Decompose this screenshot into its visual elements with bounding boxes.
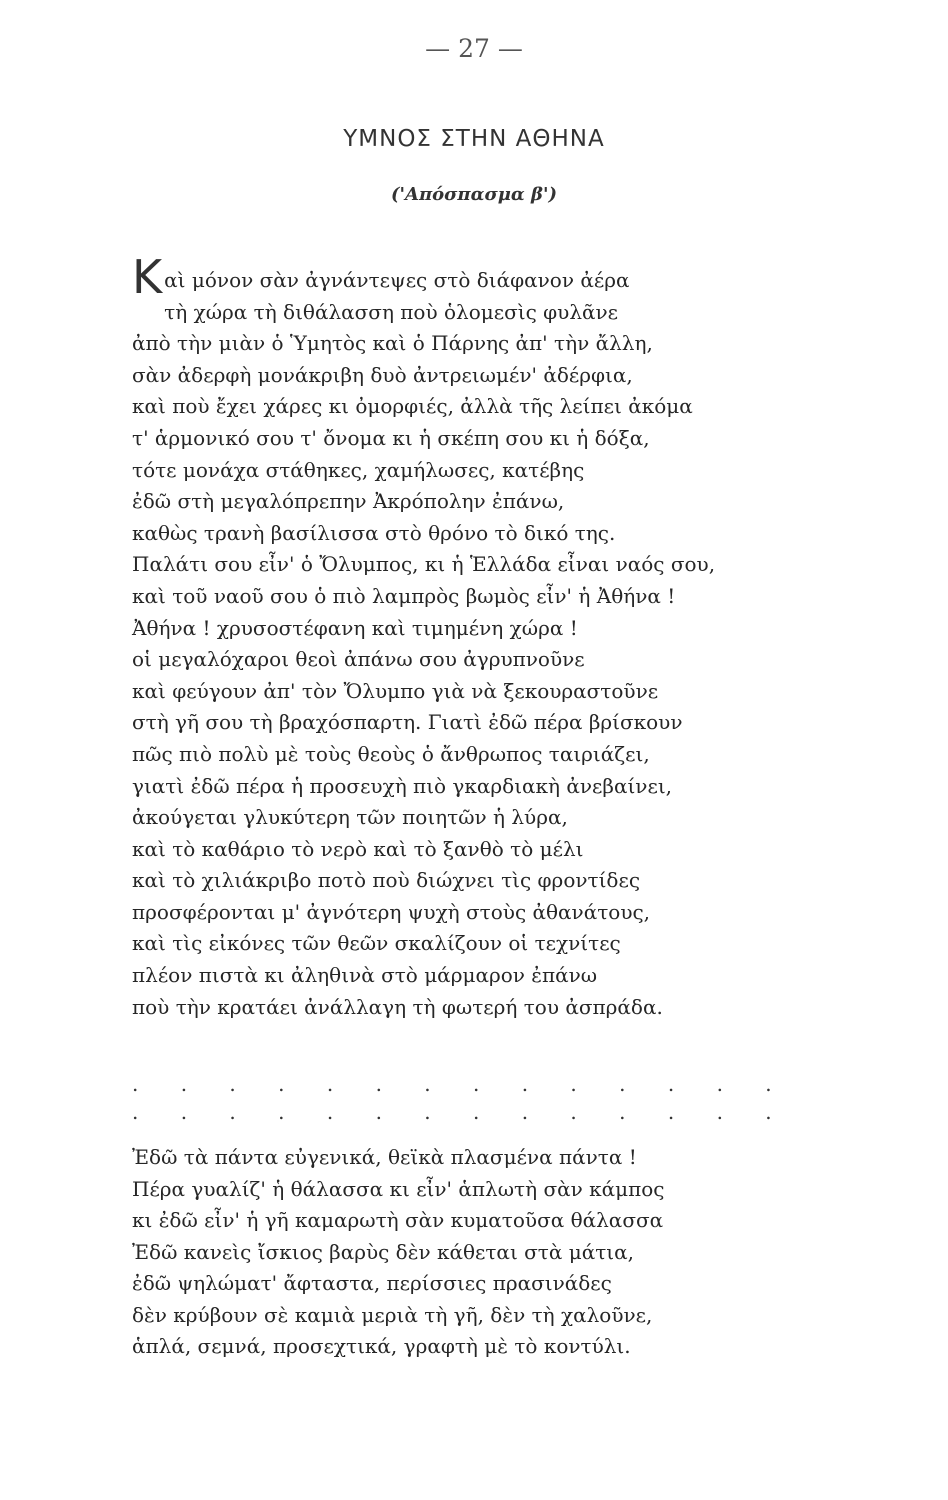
poem-subtitle: ('Απόσπασμα β') — [390, 184, 558, 205]
stanza-1 — [132, 250, 852, 1023]
first-line-text: αὶ μόνον σὰν ἀγνάντεψες στὸ διάφανον ἀέρα — [164, 268, 630, 292]
poem-line: κι ἐδῶ εἶν' ἡ γῆ καμαρωτὴ σὰν κυματοῦσα θάλασσα — [132, 1208, 664, 1232]
page-number: — 27 — — [425, 34, 523, 63]
drop-cap: Κ — [132, 250, 163, 304]
poem-line: προσφέρονται μ' ἀγνότερη ψυχὴ στοὺς ἀθανάτους, — [132, 899, 651, 924]
poem-line: καὶ τὸ χιλιάκριβο ποτὸ ποὺ διώχνει τὶς φροντίδες — [132, 868, 641, 893]
poem-line: οἱ μεγαλόχαροι θεοὶ ἀπάνω σου ἀγρυπνοῦνε — [132, 647, 585, 672]
poem-line: τότε μονάχα στάθηκες, χαμήλωσες, κατέβης — [132, 457, 585, 482]
ellipsis-row: . . . . . . . . . . . . . . — [132, 1072, 790, 1096]
stanza-2 — [132, 1142, 852, 1363]
poem-line: καὶ τὶς εἰκόνες τῶν θεῶν σκαλίζουν οἱ τεχνίτες — [132, 931, 621, 956]
poem-line: ἁπλά, σεμνά, προσεχτικά, γραφτὴ μὲ τὸ κοντύλι. — [132, 1334, 631, 1358]
poem-line: καὶ τοῦ ναοῦ σου ὁ πιὸ λαμπρὸς βωμὸς εἶν' ἡ Ἀθήνα ! — [132, 583, 676, 608]
ellipsis-row: . . . . . . . . . . . . . . — [132, 1100, 790, 1124]
poem-line: καὶ ποὺ ἔχει χάρες κι ὀμορφιές, ἀλλὰ τῆς λείπει ἀκόμα — [132, 394, 693, 419]
poem-line: ἐδῶ ψηλώματ' ἄφταστα, περίσσιες πρασινάδες — [132, 1271, 612, 1295]
poem-line: Ἐδῶ κανεὶς ἴσκιος βαρὺς δὲν κάθεται στὰ μάτια, — [132, 1239, 634, 1264]
poem-title: ΥΜΝΟΣ ΣΤΗΝ ΑΘΗΝΑ — [343, 126, 605, 152]
poem-line: γιατὶ ἐδῶ πέρα ἡ προσευχὴ πιὸ γκαρδιακὴ ἀνεβαίνει, — [132, 773, 673, 798]
poem-line: πῶς πιὸ πολὺ μὲ τοὺς θεοὺς ὁ ἄνθρωπος ταιριάζει, — [132, 741, 650, 766]
poem-line: καὶ φεύγουν ἀπ' τὸν Ὄλυμπο γιὰ νὰ ξεκουραστοῦνε — [132, 678, 659, 703]
poem-line: καθὼς τρανὴ βασίλισσα στὸ θρόνο τὸ δικό της. — [132, 520, 616, 545]
poem-line: πλέον πιστὰ κι ἀληθινὰ στὸ μάρμαρον ἐπάνω — [132, 963, 598, 988]
poem-line: δὲν κρύβουν σὲ καμιὰ μεριὰ τὴ γῆ, δὲν τὴ χαλοῦνε, — [132, 1302, 653, 1327]
poem-line: τ' ἁρμονικό σου τ' ὄνομα κι ἡ σκέπη σου κι ἡ δόξα, — [132, 425, 650, 450]
poem-line: ἀπὸ τὴν μιὰν ὁ Ὑμητὸς καὶ ὁ Πάρνης ἀπ' τὴν ἄλλη, — [132, 331, 653, 356]
poem-line — [132, 250, 852, 304]
poem-line: Ἐδῶ τὰ πάντα εὐγενικά, θεϊκὰ πλασμένα πάντα ! — [132, 1145, 637, 1169]
poem-line: Πέρα γυαλίζ' ἡ θάλασσα κι εἶν' ἁπλωτὴ σὰν κάμπος — [132, 1176, 665, 1201]
poem-line: ποὺ τὴν κρατάει ἀνάλλαγη τὴ φωτερή του ἀσπράδα. — [132, 994, 663, 1019]
poem-line: στὴ γῆ σου τὴ βραχόσπαρτη. Γιατὶ ἐδῶ πέρα βρίσκουν — [132, 710, 683, 735]
poem-line: τὴ χώρα τὴ διθάλασση ποὺ ὁλομεσὶς φυλᾶνε — [164, 299, 619, 324]
poem-line: καὶ τὸ καθάριο τὸ νερὸ καὶ τὸ ξανθὸ τὸ μέλι — [132, 836, 584, 861]
poem-line: Ἀθήνα ! χρυσοστέφανη καὶ τιμημένη χώρα ! — [132, 615, 578, 640]
poem-line: Παλάτι σου εἶν' ὁ Ὄλυμπος, κι ἡ Ἑλλάδα εἶναι ναός σου, — [132, 552, 716, 577]
poem-line: ἐδῶ στὴ μεγαλόπρεπην Ἀκρόπολην ἐπάνω, — [132, 489, 565, 514]
poem-line: ἀκούγεται γλυκύτερη τῶν ποιητῶν ἡ λύρα, — [132, 805, 568, 830]
poem-line: σὰν ἀδερφὴ μονάκριβη δυὸ ἀντρειωμέν' ἀδέρφια, — [132, 362, 633, 387]
